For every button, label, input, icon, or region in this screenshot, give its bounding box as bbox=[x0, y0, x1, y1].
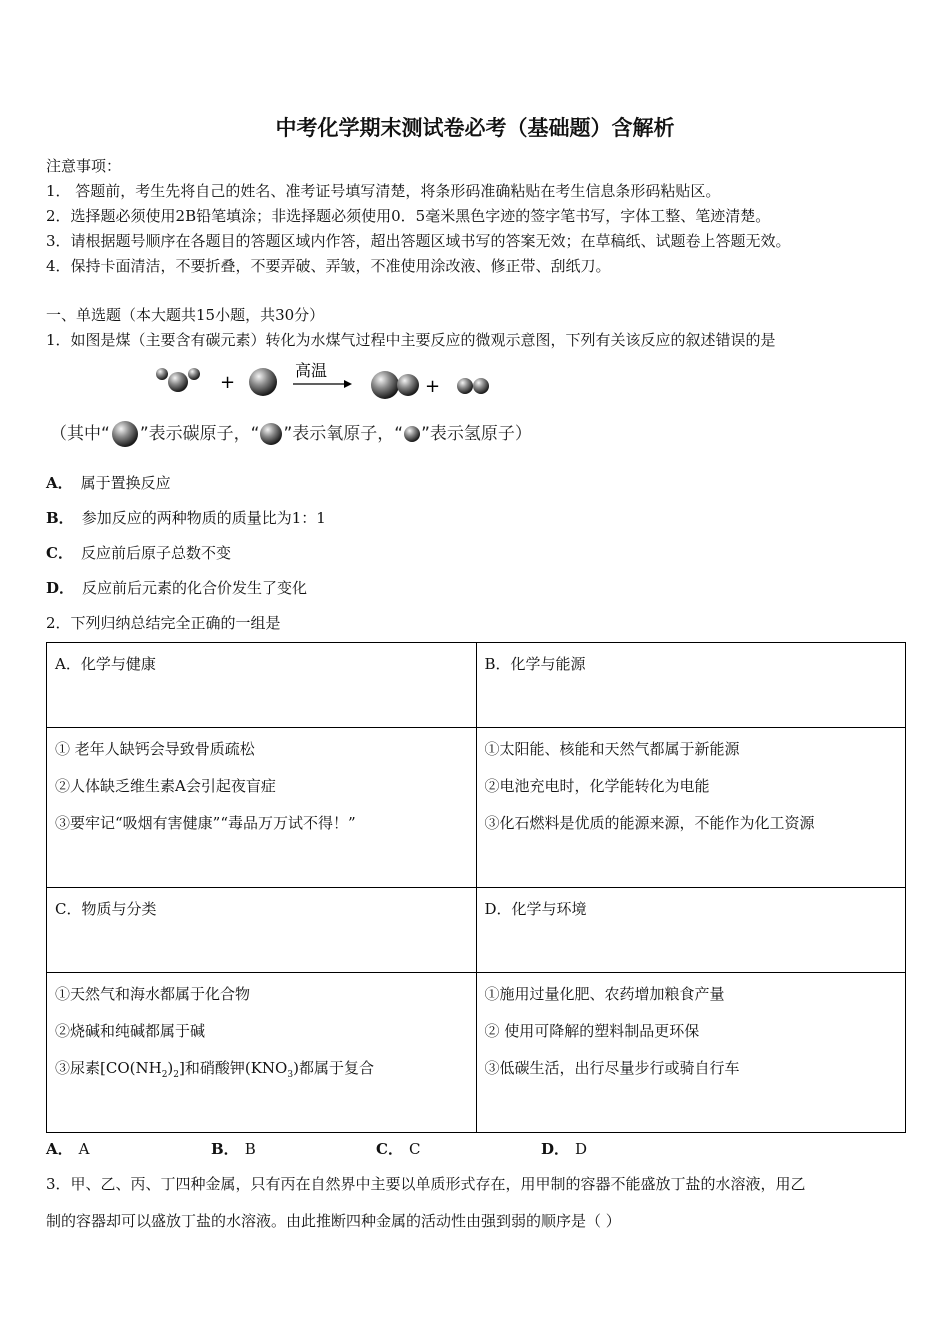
cell-a-items bbox=[47, 728, 477, 888]
hydrogen-atom-icon bbox=[403, 425, 421, 443]
answer-d[interactable]: D． D bbox=[541, 1140, 588, 1158]
list-item: ①天然气和海水都属于化合物 bbox=[55, 985, 251, 1003]
carbon-atom-icon bbox=[110, 421, 140, 447]
question-2-answers bbox=[46, 1138, 706, 1159]
carbon-atom-icon bbox=[249, 368, 277, 396]
cell-c-heading: C．物质与分类 bbox=[47, 888, 477, 973]
reaction-arrow-head bbox=[344, 380, 352, 388]
cell-a-heading: A．化学与健康 bbox=[47, 643, 477, 728]
list-item: ① 老年人缺钙会导致骨质疏松 bbox=[55, 740, 255, 758]
notice-heading: 注意事项： bbox=[46, 157, 122, 175]
plus-sign: + bbox=[425, 376, 441, 397]
notice-item: 3．请根据题号顺序在各题目的答题区域内作答，超出答题区域书写的答案无效；在草稿纸、试题卷上答题无效。 bbox=[46, 232, 791, 250]
diagram-legend: （其中“ ”表示碳原子，“ ”表示氧原子，“ ”表示氢原子） bbox=[50, 419, 532, 447]
option-b[interactable]: B． 参加反应的两种物质的质量比为1：1 bbox=[46, 509, 326, 527]
list-item: ①施用过量化肥、农药增加粮食产量 bbox=[484, 985, 725, 1003]
list-item: ①太阳能、核能和天然气都属于新能源 bbox=[484, 740, 740, 758]
option-d[interactable]: D． 反应前后元素的化合价发生了变化 bbox=[46, 579, 308, 597]
notice-item: 2．选择题必须使用2B铅笔填涂；非选择题必须使用0．5毫米黑色字迹的签字笔书写，字体工整、笔迹清楚。 bbox=[46, 207, 771, 225]
cell-c-items bbox=[47, 973, 477, 1133]
list-item: ③要牢记“吸烟有害健康”“毒品万万试不得！” bbox=[55, 814, 356, 832]
plus-sign: + bbox=[220, 372, 236, 393]
notice-item: 4．保持卡面清洁，不要折叠，不要弄破、弄皱，不准使用涂改液、修正带、刮纸刀。 bbox=[46, 257, 611, 275]
cell-b-heading: B．化学与能源 bbox=[476, 643, 906, 728]
answer-a[interactable]: A． A bbox=[46, 1140, 90, 1158]
carbon-monoxide-icon bbox=[371, 371, 419, 399]
question-3-line-1: 3．甲、乙、丙、丁四种金属，只有丙在自然界中主要以单质形式存在，用甲制的容器不能盛放丁盐的水溶液，用乙 bbox=[46, 1175, 806, 1193]
hydrogen-molecule-icon bbox=[457, 378, 489, 394]
list-item: ②烧碱和纯碱都属于碱 bbox=[55, 1022, 206, 1040]
reaction-condition: 高温 bbox=[295, 361, 328, 380]
option-c[interactable]: C． 反应前后原子总数不变 bbox=[46, 544, 231, 562]
cell-d-items bbox=[476, 973, 906, 1133]
question-2-stem: 2．下列归纳总结完全正确的一组是 bbox=[46, 614, 281, 632]
notice-item: 1． 答题前，考生先将自己的姓名、准考证号填写清楚，将条形码准确粘贴在考生信息条形码粘贴区。 bbox=[46, 182, 721, 200]
list-item: ②人体缺乏维生素A会引起夜盲症 bbox=[55, 777, 276, 795]
question-3-line-2: 制的容器却可以盛放丁盐的水溶液。由此推断四种金属的活动性由强到弱的顺序是（ ） bbox=[46, 1212, 621, 1230]
reaction-diagram bbox=[150, 358, 510, 406]
list-item: ③尿素$[CO(NH_2)_2]$和硝酸钾$(KNO_3)$都属于复合 bbox=[55, 1059, 374, 1080]
oxygen-atom-icon bbox=[259, 422, 283, 446]
cell-d-heading: D．化学与环境 bbox=[476, 888, 906, 973]
section-heading: 一、单选题（本大题共15小题，共30分） bbox=[46, 306, 325, 324]
question-2-table bbox=[46, 642, 906, 1133]
cell-b-items bbox=[476, 728, 906, 888]
water-molecule-icon bbox=[156, 368, 200, 392]
list-item: ③化石燃料是优质的能源来源，不能作为化工资源 bbox=[484, 814, 815, 832]
list-item: ②电池充电时，化学能转化为电能 bbox=[484, 777, 710, 795]
answer-b[interactable]: B． B bbox=[211, 1140, 256, 1158]
question-1-stem: 1．如图是煤（主要含有碳元素）转化为水煤气过程中主要反应的微观示意图，下列有关该反应的叙述错误的是 bbox=[46, 331, 776, 349]
list-item: ② 使用可降解的塑料制品更环保 bbox=[484, 1022, 700, 1040]
answer-c[interactable]: C． C bbox=[376, 1140, 421, 1158]
page-title: 中考化学期末测试卷必考（基础题）含解析 bbox=[275, 116, 675, 140]
list-item: ③低碳生活，出行尽量步行或骑自行车 bbox=[484, 1059, 740, 1077]
option-a[interactable]: A． 属于置换反应 bbox=[46, 474, 171, 492]
